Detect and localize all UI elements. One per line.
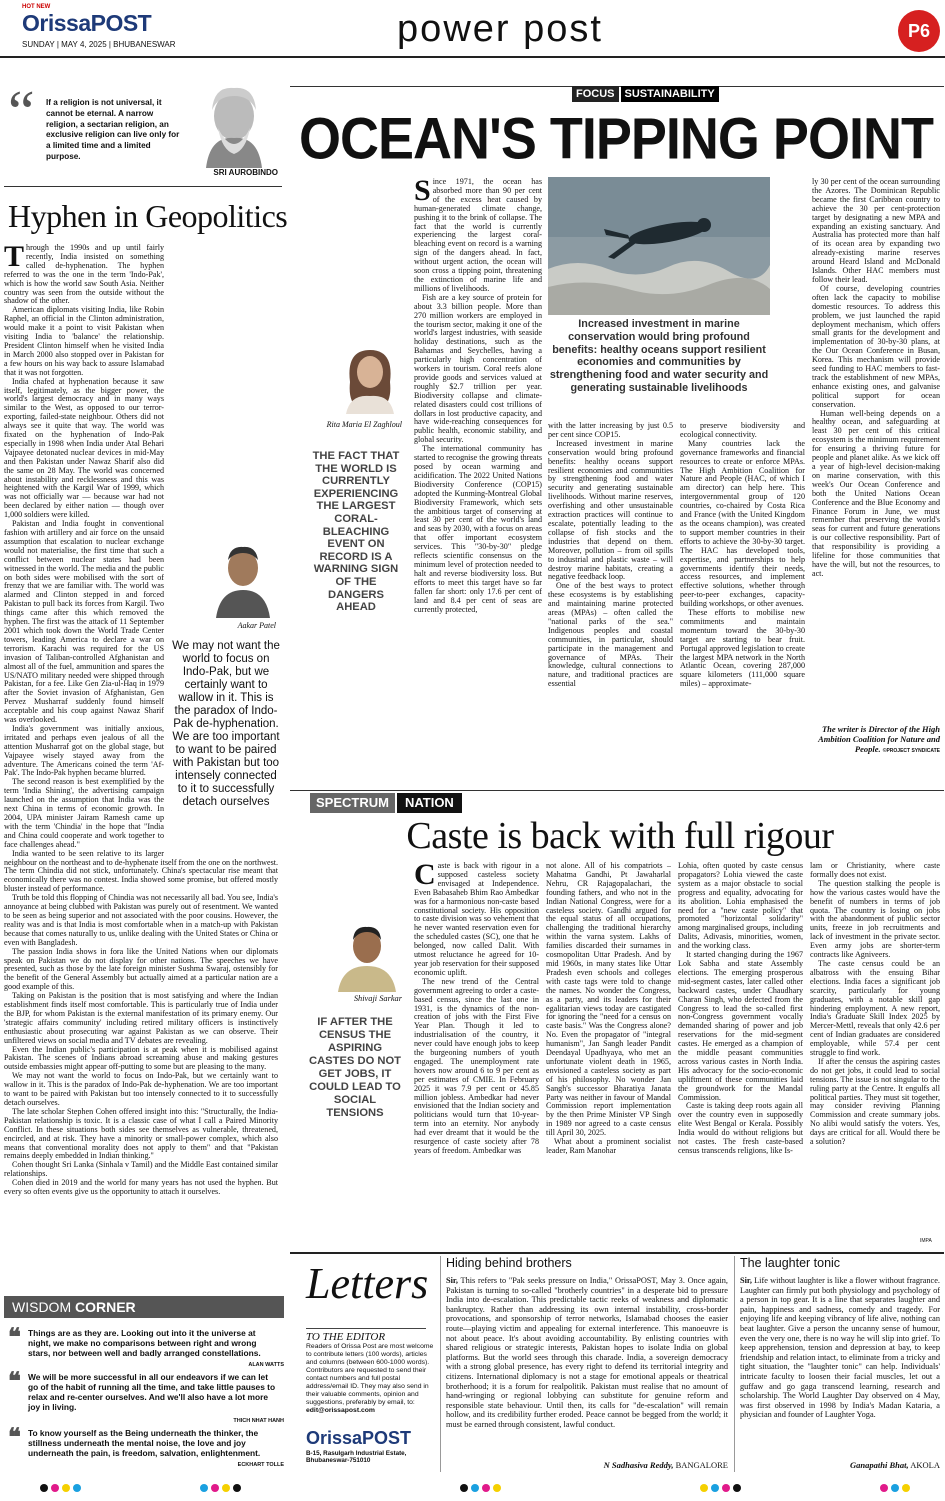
dot-magenta [482,1484,490,1492]
quote-mark-icon: “ [8,79,35,145]
ocean-headline: OCEAN'S TIPPING POINT [299,106,933,172]
article-paragraph: The late scholar Stephen Cohen offered insight into this: "Structurally, the India-Pakistan relationship is toxic. It is a classic case of what I call a Paired Minority Conflict. In these situations both sides see themselves as vulnerable, threatened, encircled, and at risk. They have a minority or small-power complex, which also means that conventional morality does not apply to them" and that "Pakistan remains deeply embedded in Indian thinking." [4,1106,278,1161]
article-paragraph: Cohen died in 2019 and the world for many years has not used the hyphen. But every so often events give us the opportunity to attach it ourselves. [4,1178,278,1197]
wisdom-corner-header [4,1296,284,1318]
dot-cyan [891,1484,899,1492]
wisdom-quote: To know yourself as the Being underneath the thinker, the stillness underneath the mental noise, the love and joy underneath the pain, is freedom, salvation, enlightenment. [28,1428,261,1458]
logo-main: Orissa [22,10,91,36]
article-paragraph: American diplomats visiting India, like Robin Raphel, an official in the Clinton administration, would make it a point to visit Pakistan when visiting India to 'balance' the relationship. President Clinton himself when he visited India in March 2000 also stopped over in Pakistan for a few hours on his way back to assure Islamabad that it was not forgotten. [4,305,164,377]
logo-tag: HOT NEW [22,4,51,10]
article-paragraph: The second reason is best exemplified by the term 'India Shining', the advertising campaign launched on the assumption that India was the next China in terms of economic growth. In 2004, UPA minister Jairam Ramesh came up with the term 'Chindia' in the hope that "India and China could cooperate and work together to face challenges ahead." [4,777,164,849]
wisdom-author: THICH NHAT HANH [233,1418,284,1424]
logo-post: POST [90,10,152,36]
letter-text: Life without laughter is like a flower without fragrance. Laughter can firmly put both physiology and psychology of a person in top gear. It is a line that separates laughter and pain, happiness and sadness, comedy and tragedy. For enjoying life and keeping vibrancy of life alive, nothing can beat laughter. Give a person the uncanny sense of humour, even the very one, there is no way he will slip into grief. To keep apprehension, tension and depression at bay, to keep friendship and relation intact, to eliminate from a tricky and tight situation, the "laughter tonic" can help. Individuals' intricate faculty to loosen their facial muscles, let out a guffaw and go gaga transcend learning, research and scholarship. The World Laughter Day observed on 4 May, was first observed in 1998 by India's Madan Kataria, a physician and founder of Laughter Yoga. [740,1276,940,1420]
caste-column-2 [546,862,671,1244]
article-paragraph: What about a prominent socialist leader, Ram Manohar [546,1137,671,1155]
registration-marks [700,1484,741,1492]
registration-marks [200,1484,241,1492]
article-paragraph: Pakistan and India fought in conventional fashion with artillery and air force on the unsaid assumption that escalation to nuclear exchange would not materialise, the first time that such a conflict between nuclear states had been witnessed in the world. The media and the public on both sides were mobilised with the sort of frenzy that we are familiar with. The world was alarmed and Clinton stepped in and forced Pakistan to pull back its forces from Kargil. Two things came after this which removed the hyphen. The first was the attack of 11 September 2001 which took down the World Trade Center towers, leading America to declare a war on terrorism. Karachi was required for the US invasion of Taliban-controlled Afghanistan and almost all of the fuel, ammunition and spares the US/NATO military needed were shipped through Pakistan, for a fee. Like Gen Zia-ul-Haq in 1979 after the Soviet invasion of Afghanistan, Gen Pervez Musharraf suddenly found himself acceptable and his coup against Nawaz Sharif was overlooked. [4,519,164,725]
letter-body [740,1276,940,1458]
article-paragraph: Human well-being depends on a healthy ocean, and safeguarding at least 30 per cent of this critical ecosystem is the minimum requirement for ensuring a thriving future for people and planet alike. As we kick off a year of high-level decision-making on marine conservation, with this week's Our Ocean Conference and both the United Nations Ocean Conference and the Blue Economy and Finance Forum in June, we must remember that preserving the world's seas for current and future generations is our collective responsibility. Part of that responsibility is providing a lifeline for those communities that have the will, but not the resources, to act. [812,408,940,578]
registration-marks [40,1484,81,1492]
portrait-rita-maria [336,342,404,414]
letter-sign-name: Ganapathi Bhat, [850,1460,909,1470]
dot-cyan [471,1484,479,1492]
article-paragraph: The passion India shows in fora like the United Nations when our diplomats speak on Pakistan we do not display for other nations. The speeches we have presented, such as those by the late foreign minister Sushma Swaraj, ostensibly for the benefit of the General Assembly but actually aimed at a particular nation are a good example of this. [4,946,278,992]
author-caption: Aakar Patel [237,621,276,630]
article-paragraph: We may not want the world to focus on Indo-Pak, but we certainly want to wallow in it. This is the paradox of Indo-Pak de-hyphenation. We are too important to want to be paired with Pakistan but too intensely connected to it to successfully detach ourselves. [4,1071,278,1107]
author-caption: Rita Maria El Zaghloul [326,420,402,429]
letters-info-text: Readers of Orissa Post are most welcome to contribute letters (100 words), articles and columns (between 600-1000 words). Contributors are requested to send their contact numbers and full postal address/email ID. They may also send in their valuable comments, opinion and suggestions, preferably by email, to: [306,1343,434,1406]
wisdom-label: WISDOM [12,1299,75,1315]
portrait-sri-aurobindo [190,80,278,168]
caste-column-4 [810,862,940,1244]
divider [734,1256,735,1472]
letters-address: B-15, Rasulgarh Industrial Estate, Bhubaneswar-751010 [306,1450,407,1465]
pull-quote: THE FACT THAT THE WORLD IS CURRENTLY EXPERIENCING THE LARGEST CORAL-BLEACHING EVENT ON RECORD IS A WARNING SIGN OF THE DANGERS AHEAD [312,450,400,614]
spectrum-tag [310,793,462,813]
article-paragraph: It started changing during the 1967 Lok Sabha and state Assembly elections. The emerging prosperous mid-segment castes, later called other backward castes, under Chaudhary Charan Singh, who defected from the Congress to lead the so-called first non-Congress government vocally demanded sharing of power and job reservations for the mid-segment castes. He emerged as a champion of the middle peasant communities across various castes in North India. His advocacy for the socio-economic upliftment of these communities laid the groundwork for the Mandal Commission. [678,950,803,1102]
dot-yellow [222,1484,230,1492]
article-paragraph: Cohen thought Sri Lanka (Sinhala v Tamil) and the Middle East contained similar relationships. [4,1160,278,1179]
letter-text: This refers to "Pak seeks pressure on India," OrissaPOST, May 3. Once again, Pakistan is turning to so-called "brotherly countries" in a desperate bid to pressure India into de-escalation. This predictable tactic reeks of weakness and diplomatic bankruptcy. Rather than addressing its own internal instability, cross-border provocations, and sponsorship of terror networks, Islamabad chooses the easier route—playing victim and appealing for external interference. This manoeuvre is not about peace. It's about avoiding accountability. By enlisting countries with shared religious or strategic interests, Pakistan hopes to isolate India on global platforms. But the world sees through this charade. India, a sovereign democracy with a strong global presence, has every right to defend its territorial integrity and citizens. International diplomacy is not a stage for emotional appeals or theatrical brotherhood; it is a forum for realpolitik. Pakistan must realise that no amount of hand-wringing or regional lobbying can substitute for genuine reform and responsible state behaviour. Until then, its calls for "de-escalation" will remain hollow, and its credibility further eroded. Peace cannot be begged from the world; it must be earned through consistent, lawful conduct. [446,1276,728,1429]
letters-brand-logo [306,1428,411,1449]
dot-black [233,1484,241,1492]
dot-yellow [700,1484,708,1492]
letters-email[interactable]: edit@orissapost.com [306,1407,375,1414]
divider [440,1256,441,1472]
syndicate-credit: ©PROJECT SYNDICATE [882,748,940,754]
article-paragraph: India wanted to be seen relative to its larger neighbour on the northeast and to de-hyphenate itself from the one on the northwest. The term Chindia did not stick, unfortunately. China's spectacular rise meant that economically there was no contest. India showed some promise, but offered mostly bluster instead of performance. [4,848,278,894]
quote-mark-icon: ❝ [8,1368,21,1395]
letter-body [446,1276,728,1458]
article-paragraph: Since 1971, the ocean has absorbed more than 90 per cent of the excess heat caused by human-generated climate change, pushing it to the brink of collapse. The fact that the world is currently experiencing the largest coral-bleaching event on record is a warning sign of the dangers ahead. In fact, without urgent action, the ocean will soon cross a tipping point, threatening the extinction of marine life and millions of livelihoods. [414,178,542,293]
article-paragraph: These efforts to mobilise new commitments and maintain momentum toward the 30-by-30 target are starting to bear fruit. Portugal approved legislation to create the largest MPA network in the North Atlantic Ocean, covering 287,000 square kilometers (111,000 square miles) – approximate- [680,608,805,689]
quote-text: If a religion is not universal, it cannot be eternal. A narrow religion, a sectarian religion, an exclusive religion can live only for a limited time and a limited purpose. [46,98,180,161]
brand-main: Orissa [306,1428,363,1448]
caste-column-3 [678,862,803,1244]
letters-logo: Letters [306,1259,429,1308]
article-paragraph: ly 30 per cent of the ocean surrounding the Azores. The Dominican Republic became the first Caribbean country to achieve the 30 per cent-protection target by designating a new MPA and expanding an existing sanctuary. And Australia has protected more than half of its ocean area by expanding two already-existing marine reserves around Heard Island and McDonald Islands. Other HAC members must follow their lead. [812,178,940,284]
letter-title: Hiding behind brothers [446,1256,572,1270]
article-paragraph: Many countries lack the governance frameworks and financial resources to create or enforce MPAs. The High Ambition Coalition for Nature and People (HAC, of which I am director) can help here. This intergovernmental group of 120 countries, co-chaired by Costa Rica and France (with the United Kingdom as the oceans champion), was created to support member countries in their efforts to achieve the 30-by-30 target. The HAC has developed tools, expertise, and partnerships to help governments identify their needs, access resources, and implement effective solutions, whether through peer-to-peer exchanges, capacity-building workshops, or other avenues. [680,438,805,609]
dot-cyan [711,1484,719,1492]
focus-label: FOCUS [572,86,619,102]
article-paragraph: lam or Christianity, where caste formally does not exist. [810,862,940,879]
letters-info [306,1343,434,1415]
dot-magenta [722,1484,730,1492]
article-paragraph: not alone. All of his compatriots – Mahatma Gandhi, Pt Jawaharlal Nehru, CR Rajagopalachari, the founding fathers, and who not in the Indian National Congress, were for a casteless society. Gandhi argued for the equal status of all occupations, challenging the traditional hierarchy within the varna system. Lakhs of families discarded their surnames in cosmopolitan Uttar Pradesh. And by mid 1960s, in many states like Uttar Pradesh even schools and colleges with caste tags were told to change the names. No wonder the Congress, as a party, and its leaders for their egalitarian views today are castigated for ignoring the "need for a census on caste basis." Was the Congress alone? No. Even the propagator of "integral humanism", Jan Sangh leader Pandit Deendayal Upadhyaya, who met an unfortunate violent death in 1965, envisioned a casteless society as part of his philosophy. No wonder Jan Sangh's successor Bharatiya Janata Party was neither in favour of Mandal Commission report implementation by the then Prime Minister VP Singh in 1989 nor agreed to a caste census till April 30, 2025. [546,862,671,1138]
wisdom-quote: Things are as they are. Looking out into it the universe at night, we make no comparisons between right and wrong stars, nor between well and badly arranged constellations. [28,1328,261,1358]
dateline: SUNDAY | MAY 4, 2025 | BHUBANESWAR [22,40,176,49]
article-paragraph: The international community has started to recognise the growing threats posed by ocean warming and acidification. The 2022 United Nations Biodiversity Conference (COP15) adopted the Kunming-Montreal Global Biodiversity Framework, which sets the ambitious target of conserving at least 30 per cent of the world's land and seas by 2030, with a focus on areas that offer important ecosystem services. This "30-by-30" pledge reflects scientific consensus on the minimum level of protection needed to halt and reverse biodiversity loss. But efforts to meet this target have so far fallen far short: only 17.6 per cent of land and 8.4 per cent of seas are currently protected, [414,444,542,614]
section-name: power post [397,8,603,50]
article-paragraph: Truth be told this flopping of Chindia was not necessarily all bad. You see, India's annoyance at being clubbed with Pakistan was purely out of resentment. We wanted to be seen as being superior and not associated with the poor cousins. However, the reality was and is that India is most comfortable when in a match-up with Pakistan because that comes naturally to us, unlike dealing with the United States or China or even with Bangladesh. [4,893,278,947]
letter-sign-name: N Sadhasiva Reddy, [603,1460,674,1470]
author-caption: Shivaji Sarkar [353,994,402,1003]
dot-yellow [902,1484,910,1492]
letter-sign-place: AKOLA [908,1460,940,1470]
logo[interactable] [22,10,151,37]
letter-title: The laughter tonic [740,1256,841,1270]
ocean-column-2 [548,422,673,768]
spectrum-label: SPECTRUM [310,793,395,813]
article-paragraph: Of course, developing countries often lack the capacity to mobilise domestic resources. To address this problem, we just launched the rapid deployment mechanism, which offers small grants for the development and implementation of 30-by-30 plans, at the Our Ocean Conference in Busan, Korea. This mechanism will provide seed funding to HAC members to fast-track the establishment of new MPAs, enhance existing ones, and galvanise political support for ocean conservation. [812,283,940,409]
wisdom-quote: We will be more successful in all our endeavors if we can let go of the habit of running all the time, and take little pauses to relax and re-center ourselves. And we'll also have a lot more joy in living. [28,1372,276,1412]
article-paragraph: Increased investment in marine conservation would bring profound benefits: healthy oceans support resilient economies and communities by strengthening food and water security and generating sustainable livelihoods. Without marine reserves, overfishing and other unsustainable extraction practices will continue to escalate, potentially leading to the collapse of fish stocks and the industries that depend on them. Moreover, pollution – from oil spills to industrial and plastic waste – will destroy marine habitats, creating a negative feedback loop. [548,438,673,582]
article-paragraph: with the latter increasing by just 0.5 per cent since COP15. [548,422,673,439]
registration-marks [880,1484,910,1492]
ocean-column-3 [680,422,805,768]
letter-salutation: Sir, [740,1276,752,1285]
article-paragraph: The new trend of the Central government agreeing to order a caste-based census, since the last one in 1931, is the dynamics of the non-creation of jobs with the First Five Year Plan. Though it led to industrialisation of the country, it never could have enough jobs to keep the burgeoning numbers of youth engaged. The unemployment rate hovers now around 6 to 9 per cent as per estimates of CMIE. In February 2025 it was 7.9 per cent or 45.85 million jobless. Ambedkar had never envisioned that the Indian society and politicians would turn that 10-year-term into an eternity. Nor anybody had ever dreamt that it would be the resurgence of caste society after 78 years of freedom. Ambedkar was [414,976,539,1155]
letter-signature [740,1460,940,1470]
article-paragraph: India's government was initially anxious, irritated and perhaps even jealous of all the attention Musharraf got on the global stage, but Vajpayee wisely stayed away from the adventure. The Americans coined the term 'Af-Pak'. The Indo-Pak hyphen became blurred. [4,723,164,778]
article-paragraph: India chafed at hyphenation because it saw itself, legitimately, as the bigger power, the world's largest democracy and in many ways similar to the West, as opposed to our terror-exporting, failed-state neighbour. Others did not always see it quite that way. The world was fixated on the hyphenation of Indo-Pak especially in 1998 when India under Atal Behari Vajpayee detonated nuclear devices in mid-May and then Pakistan under Nawaz Sharif also did the same on 28 May. The world was concerned about instability and recklessness and this was heightened with the Kargil War of 1999, which was not officially war — because war had not been declared by either nation — though over 1,000 soldiers were killed. [4,376,164,520]
article-paragraph: Caste is back with rigour in a supposed casteless society envisaged at Independence. Even Babasaheb Bhim Rao Ambedkar was for a harmonious non-caste based constitutional society. His opposition to caste division was so vehement that he never wanted reservation even for the scheduled castes (SC), one that he belonged, now called Dalit. With utmost reluctance he agreed for 10-year job reservation for their supposed economic uplift. [414,862,539,977]
dot-magenta [51,1484,59,1492]
bio-text: The writer is Director of the High Ambition Coalition for Nature and People. [818,724,940,754]
portrait-aakar-patel [208,538,278,618]
letter-signature [446,1460,728,1470]
dot-magenta [880,1484,888,1492]
article-paragraph: Fish are a key source of protein for about 3.3 billion people. More than 270 million workers are employed in the tourism sector, making it one of the world's largest industries, with seaside holiday destinations, such as the Bahamas and Seychelles, having a particularly high concentration of workers in tourism. Coral reefs alone provide goods and services valued at roughly $2.7 trillion per year. Biodiversity collapse and climate-related disasters could cost trillions of dollars in lost productive capacity, and have wide-reaching consequences for public health, economic stability, and global security. [414,292,542,445]
article-paragraph: If after the census the aspiring castes do not get jobs, it could lead to social tensions. The issue is not singular to the ruling party at the Centre. It engulfs all political parties. They must sit together, may consider reviving Planning Commission and create summary jobs. No alibi would satisfy the voters. Yes, days are critical for all. Would there be a solution? [810,1056,940,1147]
dot-black [733,1484,741,1492]
dot-black [40,1484,48,1492]
brand-post: POST [362,1428,412,1448]
pull-quote: We may not want the world to focus on Indo-Pak, but we certainly want to wallow in it. This is the paradox of Indo-Pak de-hyphenation. We are too important to want to be paired with Pakistan but too intensely connected to it to successfully detach ourselves [172,640,280,808]
author-bio [812,724,940,756]
page-number-badge: P6 [898,10,940,52]
article-paragraph: Even the Indian public's participation is at peak when it is mobilised against Pakistan. The scenes of Indians abroad screaming abuse and making gestures outside embassies might appear off-putting to some but are pleasing to the many. [4,1044,278,1072]
divider [4,186,282,187]
dot-cyan [73,1484,81,1492]
wisdom-author: ECKHART TOLLE [237,1462,284,1468]
credit: IMPA [920,1238,932,1244]
article-paragraph: One of the best ways to protect these ecosystems is by establishing and maintaining marine protected areas (MPAs) – often called the "national parks of the sea." Indigenous peoples and coastal communities, in particular, should participate in the management and governance of MPAs. Their knowledge, cultural connections to nature, and traditional practices are essential [548,581,673,689]
article-paragraph: to preserve biodiversity and ecological connectivity. [680,422,805,439]
quote-mark-icon: ❝ [8,1324,21,1351]
quote-author: SRI AUROBINDO [213,168,278,177]
dot-cyan [200,1484,208,1492]
focus-tag [572,86,719,102]
portrait-shivaji-sarkar [334,918,400,992]
letter-sign-place: BANGALORE [673,1460,728,1470]
ocean-column-4 [812,178,940,718]
photo-caption: Increased investment in marine conservation would bring profound benefits: healthy oceans support resilient economies and communities by strengthening food and water security and generating sustainable livelihoods [549,318,769,394]
topic-label: SUSTAINABILITY [621,86,719,102]
article-paragraph: Lohia, often quoted by caste census propagators? Lohia viewed the caste system as a major obstacle to social progress and equality, advocating for its abolition. Lohia emphasised the need for a "new caste policy" that promoted "horizontal solidarity" among marginalised groups, including Dalits, Adivasis, minorities, women, and the working class. [678,862,803,951]
letters-subtitle: TO THE EDITOR [306,1328,426,1343]
article-paragraph: Taking on Pakistan is the position that is most satisfying and where the Indian establishment finds itself most comfortable. This is particularly true of India under the BJP, for whom Pakistan is the external manifestation of its primary enemy. Our 'strategic affairs community' including retired military officers is instinctively enthusiastic about prosecuting war against Pakistan as we can observe. Their unfiltered views on social media and TV debates are revealing. [4,991,278,1045]
dot-magenta [211,1484,219,1492]
corner-label: CORNER [75,1299,136,1315]
nation-label: NATION [397,793,462,813]
article-paragraph: Through the 1990s and up until fairly recently, India insisted on something called de-hyphenation. The hyphen referred to was the one in the term 'Indo-Pak', which is how the world saw South Asia. Neither country was seen from the outside without the shadow of the other. [4,244,164,306]
article-paragraph: The question stalking the people is how the various castes would have the benefit of numbers in terms of job quota. The country is losing on jobs with the abandonment of public sector units, freeze in job recruitments and lack of investment in the private sector. Even army jobs are shorter-term contracts like Agniveers. [810,878,940,960]
dot-yellow [62,1484,70,1492]
dot-black [460,1484,468,1492]
pull-quote: IF AFTER THE CENSUS THE ASPIRING CASTES DO NOT GET JOBS, IT COULD LEAD TO SOCIAL TENSIONS [309,1016,401,1119]
quote-mark-icon: ❝ [8,1424,21,1451]
article-paragraph: Caste is taking deep roots again all over the country even in supposedly elite West Bengal or Kerala. Possibly India would do without religions but not castes. The fresh caste-based census transcends religions, like Is- [678,1101,803,1155]
registration-marks [460,1484,501,1492]
ocean-column-1 [414,178,542,768]
diver-photo [548,177,770,315]
dot-yellow [493,1484,501,1492]
letter-salutation: Sir, [446,1276,458,1285]
hyphen-headline: Hyphen in Geopolitics [8,198,288,234]
wisdom-author: ALAN WATTS [248,1362,284,1368]
caste-headline: Caste is back with full rigour [406,815,834,857]
article-paragraph: The caste census could be an albatross with the ensuing Bihar elections. India faces a significant job scarcity, particularly for young graduates, with a notable skill gap hindering employment. A new report, India's Graduate Skill Index 2025 by Mercer-Mettl, reveals that only 42.6 per cent of Indian graduates are considered employable, while 57.4 per cent struggle to find work. [810,958,940,1058]
caste-column-1 [414,862,539,1244]
